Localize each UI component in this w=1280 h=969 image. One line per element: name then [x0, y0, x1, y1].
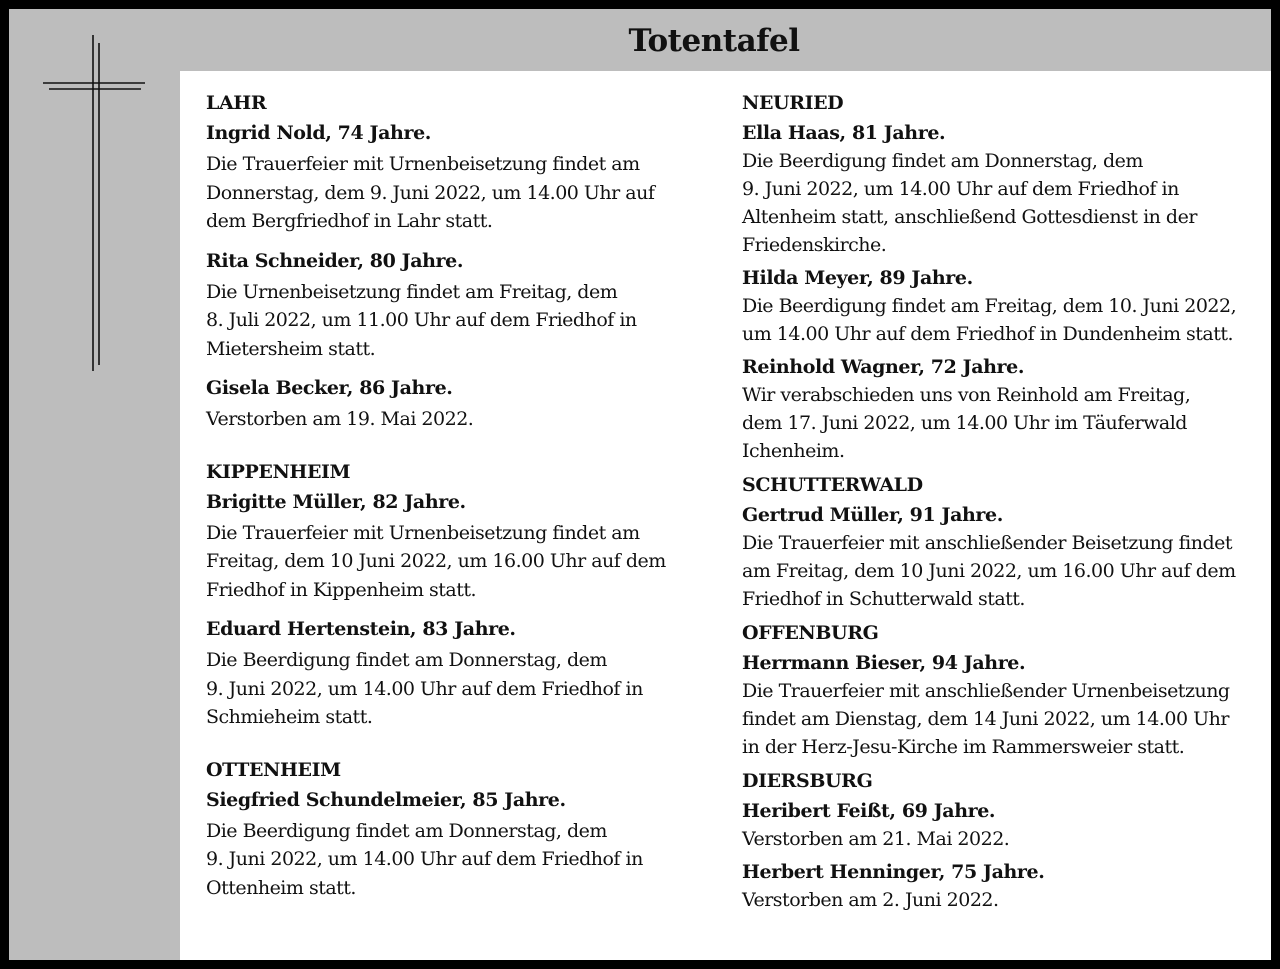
- deceased-name: Herrmann Bieser, 94 Jahre.: [742, 652, 1026, 674]
- left-column: [206, 91, 696, 928]
- notice-text-line: Wir verabschieden uns von Reinhold am Freitag,: [742, 384, 1191, 406]
- notice-text-line: Die Trauerfeier mit anschließender Beisetzung findet: [742, 532, 1233, 554]
- town-section: [206, 91, 696, 434]
- town-heading: KIPPENHEIM: [206, 460, 351, 483]
- notice-text-line: findet am Dienstag, dem 14 Juni 2022, um 14.00 Uhr: [742, 708, 1229, 730]
- notice-text-line: Donnerstag, dem 9. Juni 2022, um 14.00 Uhr auf: [206, 181, 655, 204]
- obituary-entry: [206, 787, 696, 903]
- cross-icon: [43, 35, 145, 371]
- obituary-entry: [206, 248, 696, 364]
- notice-text-line: Die Beerdigung findet am Donnerstag, dem: [206, 649, 607, 671]
- town-section: [742, 769, 1262, 914]
- deceased-name: Gisela Becker, 86 Jahre.: [206, 377, 453, 399]
- deceased-name: Ingrid Nold, 74 Jahre.: [206, 122, 431, 144]
- obituary-entry: [742, 798, 1262, 853]
- deceased-name: Siegfried Schundelmeier, 85 Jahre.: [206, 788, 566, 811]
- town-heading: DIERSBURG: [742, 770, 873, 792]
- town-section: [206, 758, 696, 903]
- deceased-name: Herbert Henninger, 75 Jahre.: [742, 861, 1045, 883]
- obituary-entry: [742, 859, 1262, 914]
- notice-text-line: Verstorben am 2. Juni 2022.: [742, 889, 999, 911]
- notice-text-line: Friedhof in Schutterwald statt.: [742, 588, 1025, 610]
- obituary-entry: [742, 502, 1262, 613]
- notice-text-line: Mietersheim statt.: [206, 337, 376, 360]
- notice-text-line: 9. Juni 2022, um 14.00 Uhr auf dem Friedhof in: [742, 178, 1179, 200]
- town-section: [742, 91, 1262, 465]
- content-panel: [180, 71, 1271, 960]
- notice-text-line: Altenheim statt, anschließend Gottesdienst in der: [742, 206, 1197, 228]
- deceased-name: Eduard Hertenstein, 83 Jahre.: [206, 618, 516, 640]
- notice-text-line: Verstorben am 19. Mai 2022.: [206, 408, 474, 430]
- notice-text-line: Die Beerdigung findet am Donnerstag, dem: [206, 819, 607, 842]
- deceased-name: Rita Schneider, 80 Jahre.: [206, 249, 464, 272]
- notice-text-line: Freitag, dem 10 Juni 2022, um 16.00 Uhr auf dem: [206, 550, 666, 572]
- notice-text-line: in der Herz-Jesu-Kirche im Rammersweier statt.: [742, 736, 1185, 758]
- obituary-entry: [742, 120, 1262, 259]
- deceased-name: Brigitte Müller, 82 Jahre.: [206, 490, 466, 513]
- deceased-name: Ella Haas, 81 Jahre.: [742, 122, 946, 144]
- deceased-name: Heribert Feißt, 69 Jahre.: [742, 800, 996, 822]
- obituary-entry: [206, 120, 696, 236]
- page-title: Totentafel: [628, 23, 800, 59]
- deceased-name: Reinhold Wagner, 72 Jahre.: [742, 356, 1025, 378]
- notice-text-line: Die Beerdigung findet am Donnerstag, dem: [742, 150, 1143, 172]
- obituary-entry: [206, 489, 696, 605]
- notice-text-line: um 14.00 Uhr auf dem Friedhof in Dundenheim statt.: [742, 323, 1234, 345]
- town-section: [206, 460, 696, 732]
- notice-text-line: 8. Juli 2022, um 11.00 Uhr auf dem Friedhof in: [206, 309, 637, 331]
- notice-text-line: Verstorben am 21. Mai 2022.: [742, 828, 1010, 850]
- obituary-entry: [206, 616, 696, 732]
- obituary-entry: [742, 354, 1262, 465]
- town-section: [742, 621, 1262, 761]
- notice-text-line: Schmieheim statt.: [206, 706, 373, 728]
- town-section: [742, 473, 1262, 613]
- notice-text-line: Die Trauerfeier mit Urnenbeisetzung findet am: [206, 521, 640, 544]
- notice-text-line: dem 17. Juni 2022, um 14.00 Uhr im Täuferwald: [742, 412, 1187, 434]
- town-heading: LAHR: [206, 92, 267, 114]
- town-heading: NEURIED: [742, 92, 844, 114]
- obituary-entry: [206, 375, 696, 434]
- notice-text-line: Ottenheim statt.: [206, 876, 356, 899]
- notice-text-line: Friedenskirche.: [742, 234, 887, 256]
- town-heading: OTTENHEIM: [206, 758, 341, 781]
- notice-text-line: Die Urnenbeisetzung findet am Freitag, dem: [206, 280, 618, 303]
- obituary-entry: [742, 650, 1262, 761]
- deceased-name: Gertrud Müller, 91 Jahre.: [742, 504, 1003, 526]
- notice-text-line: Die Beerdigung findet am Freitag, dem 10. Juni 2022,: [742, 295, 1237, 317]
- notice-text-line: Friedhof in Kippenheim statt.: [206, 578, 477, 601]
- notice-text-line: 9. Juni 2022, um 14.00 Uhr auf dem Friedhof in: [206, 848, 643, 870]
- notice-text-line: Ichenheim.: [742, 440, 845, 462]
- town-heading: SCHUTTERWALD: [742, 474, 923, 496]
- notice-text-line: dem Bergfriedhof in Lahr statt.: [206, 210, 493, 232]
- notice-text-line: 9. Juni 2022, um 14.00 Uhr auf dem Friedhof in: [206, 677, 643, 700]
- notice-text-line: Die Trauerfeier mit anschließender Urnenbeisetzung: [742, 680, 1230, 702]
- notice-text-line: am Freitag, dem 10 Juni 2022, um 16.00 Uhr auf dem: [742, 560, 1236, 582]
- deceased-name: Hilda Meyer, 89 Jahre.: [742, 267, 973, 289]
- town-heading: OFFENBURG: [742, 622, 879, 644]
- obituary-entry: [742, 265, 1262, 348]
- notice-text-line: Die Trauerfeier mit Urnenbeisetzung findet am: [206, 153, 640, 175]
- right-column: [742, 91, 1262, 922]
